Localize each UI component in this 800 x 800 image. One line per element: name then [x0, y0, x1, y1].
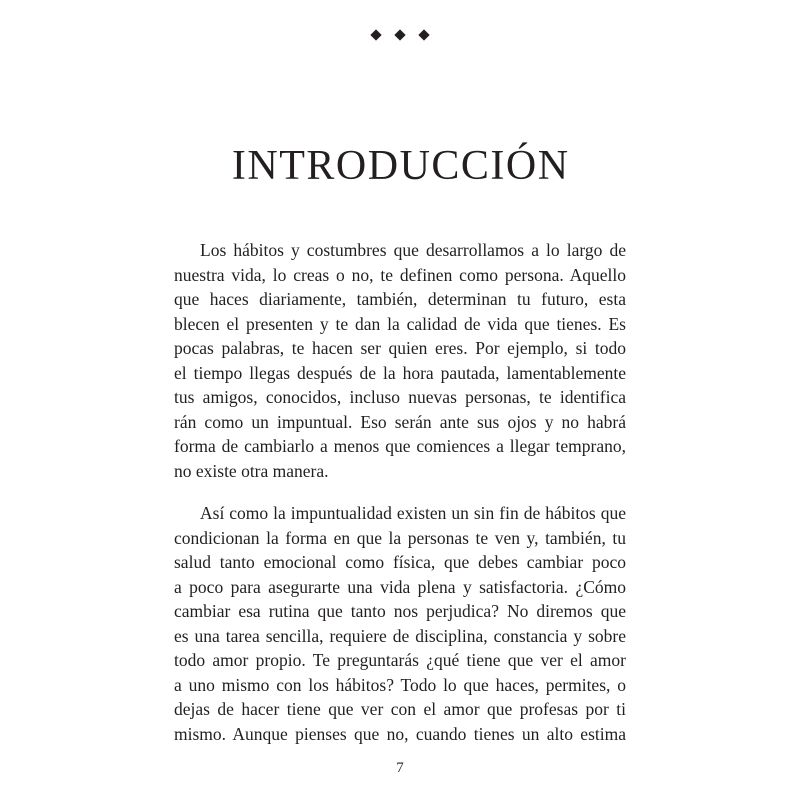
text-line: Así como la impuntualidad existen un sin fin de hábitos que: [200, 503, 626, 523]
text-line: no existe otra manera.: [174, 460, 329, 481]
page-number: 7: [396, 760, 404, 776]
text-line: es una tarea sencilla, requiere de disciplina, constancia y sobre: [174, 625, 626, 646]
diamond-icon: [370, 29, 381, 40]
text-line: mismo. Aunque pienses que no, cuando tienes un alto estima: [174, 723, 626, 744]
diamond-icon: [394, 29, 405, 40]
text-line: forma de cambiarlo a menos que comiences a llegar temprano,: [174, 436, 626, 456]
text-line: cambiar esa rutina que tanto nos perjudica? No diremos que: [174, 601, 626, 621]
text-line: a poco para asegurarte una vida plena y satisfactoria. ¿Cómo: [174, 576, 626, 597]
text-line: salud tanto emocional como física, que debes cambiar poco: [174, 552, 626, 572]
text-line: tus amigos, conocidos, incluso nuevas personas, te identifica: [174, 387, 626, 407]
text-line: blecen el presenten y te dan la calidad de vida que tienes. Es: [174, 313, 626, 334]
text-line: rán como un impuntual. Eso serán ante sus ojos y no habrá: [174, 411, 626, 432]
paragraph: [174, 238, 626, 483]
text-line: pocas palabras, te hacen ser quien eres. Por ejemplo, si todo: [174, 338, 626, 358]
diamond-icon: [418, 29, 429, 40]
text-line: Los hábitos y costumbres que desarrollamos a lo largo de: [200, 240, 626, 260]
paragraph: [174, 501, 626, 746]
text-line: a uno mismo con los hábitos? Todo lo que haces, permites, o: [174, 674, 626, 695]
text-line: todo amor propio. Te preguntarás ¿qué tiene que ver el amor: [174, 650, 626, 670]
text-line: dejas de hacer tiene que ver con el amor que profesas por ti: [174, 699, 626, 719]
text-line: el tiempo llegas después de la hora pautada, lamentablemente: [174, 362, 626, 383]
text-line: nuestra vida, lo creas o no, te definen como persona. Aquello: [174, 264, 626, 285]
text-line: que haces diariamente, también, determinan tu futuro, esta: [174, 289, 626, 309]
text-line: condicionan la forma en que la personas te ven y, también, tu: [174, 527, 626, 548]
chapter-title: INTRODUCCIÓN: [231, 143, 570, 189]
chapter-ornament: [0, 31, 800, 39]
